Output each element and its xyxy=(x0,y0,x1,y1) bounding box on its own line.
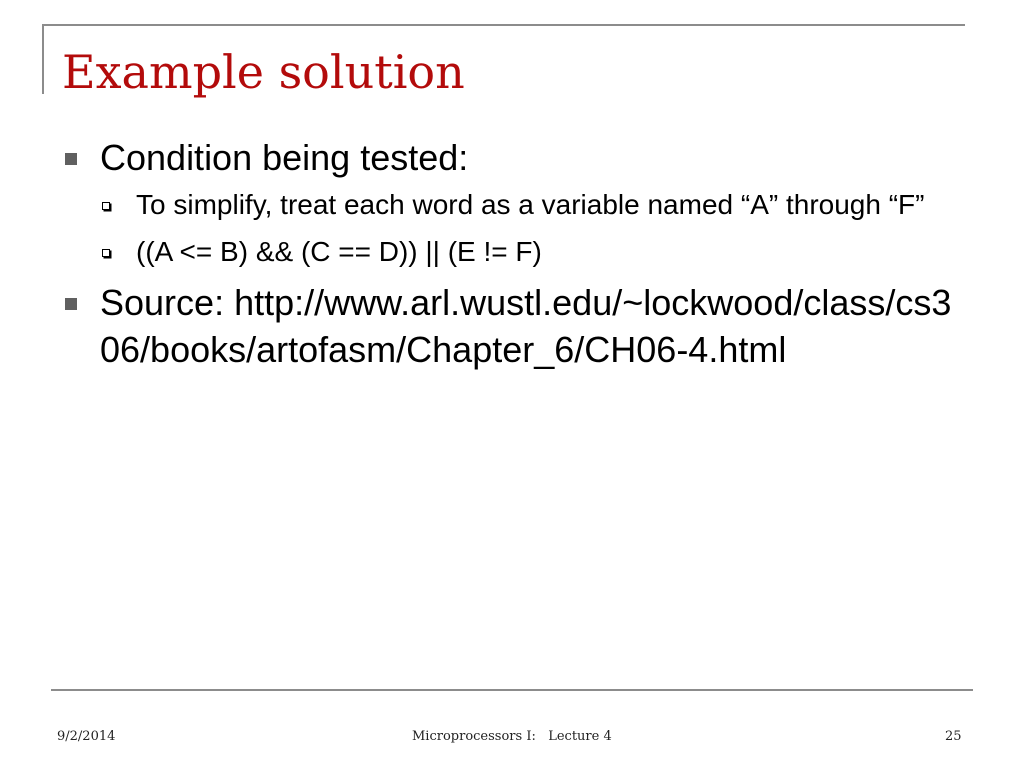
sub-bullet-expression xyxy=(62,232,962,271)
footer-course: Microprocessors I: Lecture 4 xyxy=(412,729,612,744)
sub-bullet-expression-text: ((A <= B) && (C == D)) || (E != F) xyxy=(136,236,542,267)
sub-bullet-simplify-text: To simplify, treat each word as a variable named “A” through “F” xyxy=(136,189,925,220)
bullet-source xyxy=(62,279,962,373)
page-number: 25 xyxy=(945,729,962,744)
footer-date: 9/2/2014 xyxy=(57,729,116,744)
sub-bullet-simplify xyxy=(62,185,962,224)
slide-title: Example solution xyxy=(62,45,465,99)
footer-divider xyxy=(51,689,973,691)
frame-left-line xyxy=(42,24,44,94)
frame-top-line xyxy=(42,24,965,26)
slide-body xyxy=(62,134,962,377)
square-bullet-icon xyxy=(65,298,77,310)
bullet-source-text: Source: http://www.arl.wustl.edu/~lockwood/class/cs306/books/artofasm/Chapter_6/CH06-4.html xyxy=(100,282,952,370)
square-bullet-icon xyxy=(65,153,77,165)
hollow-square-bullet-icon xyxy=(102,202,110,210)
hollow-square-bullet-icon xyxy=(102,249,110,257)
bullet-condition xyxy=(62,134,962,181)
bullet-condition-text: Condition being tested: xyxy=(100,137,469,178)
